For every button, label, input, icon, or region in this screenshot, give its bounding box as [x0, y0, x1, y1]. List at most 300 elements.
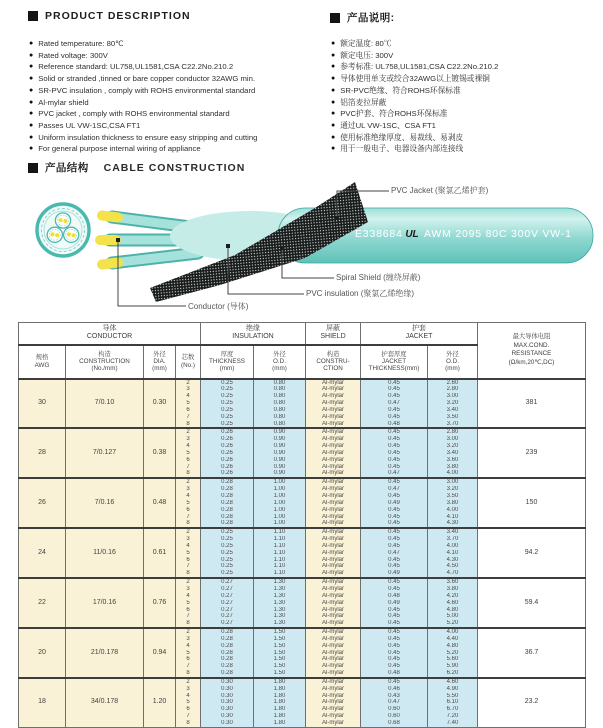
construction-value: 21/0.178 [66, 628, 144, 678]
shield-type-value: Al-mylar [306, 720, 361, 727]
product-notes-title: 产品说明: [347, 12, 395, 24]
ins-od-value: 0.80 [254, 386, 306, 393]
jacket-thickness-value: 0.45 [361, 620, 428, 628]
jacket-thickness-value: 0.45 [361, 613, 428, 620]
jacket-thickness-value: 0.45 [361, 450, 428, 457]
shield-type-value: Al-mylar [306, 686, 361, 693]
ins-thickness-value: 0.27 [201, 607, 254, 614]
bullet-dot-icon: ● [29, 63, 34, 71]
ins-od-value: 1.00 [254, 514, 306, 521]
ins-thickness-value: 0.28 [201, 486, 254, 493]
jacket-thickness-value: 0.45 [361, 457, 428, 464]
bullet-item [331, 143, 591, 155]
jacket-od-value: 4.00 [428, 628, 478, 636]
spec-subrow [19, 578, 586, 586]
ins-od-value: 1.30 [254, 620, 306, 628]
shield-type-value: Al-mylar [306, 407, 361, 414]
shield-type-value: Al-mylar [306, 436, 361, 443]
ins-od-value: 1.80 [254, 699, 306, 706]
resistance-value: 150 [478, 478, 586, 528]
ins-thickness-value: 0.27 [201, 578, 254, 586]
jacket-od-value: 6.70 [428, 706, 478, 713]
core-count: 4 [176, 443, 201, 450]
shield-type-value: Al-mylar [306, 578, 361, 586]
shield-type-value: Al-mylar [306, 628, 361, 636]
core-count: 5 [176, 699, 201, 706]
column-header-shield-construction: 构造 CONSTRU- CTION [306, 345, 361, 379]
jacket-od-value: 4.00 [428, 470, 478, 478]
spec-subrow [19, 428, 586, 436]
jacket-thickness-value: 0.68 [361, 720, 428, 727]
core-count: 5 [176, 550, 201, 557]
conductor-dia-value: 0.94 [144, 628, 176, 678]
ins-od-value: 0.80 [254, 421, 306, 429]
core-count: 2 [176, 428, 201, 436]
core-count: 2 [176, 528, 201, 536]
cable-diagram [0, 170, 603, 322]
ins-od-value: 1.00 [254, 486, 306, 493]
bullet-text: SR-PVC insulation , comply with ROHS environmental standard [38, 85, 256, 95]
jacket-thickness-value: 0.45 [361, 643, 428, 650]
bullet-item [29, 120, 314, 132]
column-header-awg: 规格 AWG [19, 345, 66, 379]
core-count: 6 [176, 457, 201, 464]
jacket-thickness-value: 0.47 [361, 486, 428, 493]
shield-type-value: Al-mylar [306, 478, 361, 486]
ins-od-value: 1.10 [254, 528, 306, 536]
pvc-insulation-label: PVC insulation (聚氯乙烯绝缘) [306, 289, 415, 298]
conductor-dia-value: 0.30 [144, 379, 176, 429]
resistance-value: 239 [478, 428, 586, 478]
ins-od-value: 0.90 [254, 428, 306, 436]
shield-type-value: Al-mylar [306, 699, 361, 706]
jacket-od-value: 3.20 [428, 400, 478, 407]
core-count: 7 [176, 613, 201, 620]
jacket-thickness-value: 0.45 [361, 543, 428, 550]
jacket-od-value: 4.60 [428, 678, 478, 686]
bullet-text: Rated temperature: 80℃ [38, 39, 124, 48]
spec-subrow [19, 379, 586, 387]
core-count: 7 [176, 563, 201, 570]
construction-value: 17/0.16 [66, 578, 144, 628]
jacket-od-value: 3.60 [428, 578, 478, 586]
conductor-dia-value: 0.48 [144, 478, 176, 528]
shield-type-value: Al-mylar [306, 557, 361, 564]
core-count: 4 [176, 593, 201, 600]
bullet-text: 导体使用单支或绞合32AWG以上镀锡或裸铜 [340, 74, 490, 84]
black-square-bullet-icon [330, 13, 340, 23]
ins-od-value: 0.80 [254, 407, 306, 414]
jacket-thickness-value: 0.43 [361, 693, 428, 700]
ins-thickness-value: 0.26 [201, 457, 254, 464]
ins-thickness-value: 0.28 [201, 514, 254, 521]
ins-od-value: 1.50 [254, 656, 306, 663]
column-header-dia: 外径 DIA. (mm) [144, 345, 176, 379]
ins-thickness-value: 0.28 [201, 500, 254, 507]
jacket-thickness-value: 0.45 [361, 379, 428, 387]
ul-file-number: E338684 [355, 228, 403, 240]
shield-type-value: Al-mylar [306, 713, 361, 720]
ins-od-value: 0.90 [254, 457, 306, 464]
ins-thickness-value: 0.25 [201, 379, 254, 387]
bullet-dot-icon: ● [331, 63, 336, 71]
jacket-thickness-value: 0.45 [361, 656, 428, 663]
jacket-od-value: 3.80 [428, 586, 478, 593]
jacket-od-value: 6.10 [428, 699, 478, 706]
ins-od-value: 1.10 [254, 563, 306, 570]
core-count: 4 [176, 693, 201, 700]
core-count: 4 [176, 643, 201, 650]
shield-type-value: Al-mylar [306, 400, 361, 407]
shield-type-value: Al-mylar [306, 678, 361, 686]
bullet-item [331, 61, 591, 73]
shield-type-value: Al-mylar [306, 693, 361, 700]
shield-type-value: Al-mylar [306, 656, 361, 663]
spec-subrow [19, 628, 586, 636]
bullet-item [331, 85, 591, 97]
bullet-item [29, 132, 314, 144]
jacket-od-value: 3.00 [428, 436, 478, 443]
jacket-od-value: 4.10 [428, 514, 478, 521]
cross-section-core [47, 227, 62, 242]
jacket-od-value: 3.80 [428, 464, 478, 471]
shield-type-value: Al-mylar [306, 636, 361, 643]
jacket-thickness-value: 0.45 [361, 428, 428, 436]
bullet-text: 额定温度: 80℃ [340, 39, 392, 48]
awg-value: 28 [19, 428, 66, 478]
jacket-od-value: 4.80 [428, 607, 478, 614]
awg-value: 24 [19, 528, 66, 578]
shield-type-value: Al-mylar [306, 607, 361, 614]
jacket-thickness-value: 0.45 [361, 607, 428, 614]
ins-thickness-value: 0.25 [201, 543, 254, 550]
core-count: 4 [176, 393, 201, 400]
jacket-thickness-value: 0.60 [361, 706, 428, 713]
core-count: 5 [176, 500, 201, 507]
jacket-od-value: 3.00 [428, 478, 478, 486]
resistance-value: 36.7 [478, 628, 586, 678]
resistance-value: 59.4 [478, 578, 586, 628]
cable-construction-title-en: CABLE CONSTRUCTION [103, 161, 246, 174]
jacket-od-value: 3.50 [428, 493, 478, 500]
bullet-text: 参考标准: UL758,UL1581,CSA C22.2No.210.2 [340, 62, 499, 72]
spec-table-body [19, 379, 586, 728]
ins-thickness-value: 0.25 [201, 386, 254, 393]
shield-type-value: Al-mylar [306, 414, 361, 421]
bullet-text: Rated voltage: 300V [38, 50, 108, 60]
ins-od-value: 0.90 [254, 436, 306, 443]
bullet-item [29, 85, 314, 97]
pvc-jacket-label: PVC Jacket (聚氯乙烯护套) [391, 186, 489, 195]
spec-subrow [19, 678, 586, 686]
column-header-ins-thickness: 厚度 THICKNESS (mm) [201, 345, 254, 379]
core-count: 2 [176, 478, 201, 486]
jacket-thickness-value: 0.45 [361, 478, 428, 486]
ins-od-value: 1.00 [254, 493, 306, 500]
ins-thickness-value: 0.28 [201, 636, 254, 643]
jacket-od-value: 4.90 [428, 686, 478, 693]
shield-type-value: Al-mylar [306, 421, 361, 429]
ins-thickness-value: 0.25 [201, 536, 254, 543]
jacket-thickness-value: 0.45 [361, 386, 428, 393]
bullet-dot-icon: ● [29, 110, 34, 118]
shield-type-value: Al-mylar [306, 593, 361, 600]
jacket-od-value: 4.60 [428, 600, 478, 607]
shield-type-value: Al-mylar [306, 543, 361, 550]
ins-thickness-value: 0.28 [201, 656, 254, 663]
ins-od-value: 0.80 [254, 379, 306, 387]
jacket-od-value: 3.20 [428, 443, 478, 450]
ins-od-value: 1.80 [254, 713, 306, 720]
bullet-item [331, 132, 591, 144]
core-count: 8 [176, 570, 201, 578]
jacket-thickness-value: 0.45 [361, 636, 428, 643]
ins-od-value: 1.30 [254, 613, 306, 620]
jacket-thickness-value: 0.45 [361, 514, 428, 521]
ins-thickness-value: 0.28 [201, 507, 254, 514]
jacket-od-value: 2.60 [428, 379, 478, 387]
jacket-thickness-value: 0.45 [361, 414, 428, 421]
shield-type-value: Al-mylar [306, 386, 361, 393]
core-count: 6 [176, 557, 201, 564]
shield-type-value: Al-mylar [306, 643, 361, 650]
core-count: 3 [176, 686, 201, 693]
ins-thickness-value: 0.25 [201, 528, 254, 536]
jacket-thickness-value: 0.47 [361, 699, 428, 706]
core-count: 5 [176, 650, 201, 657]
jacket-thickness-value: 0.45 [361, 407, 428, 414]
ins-od-value: 1.10 [254, 557, 306, 564]
ins-od-value: 1.50 [254, 636, 306, 643]
ins-od-value: 1.50 [254, 663, 306, 670]
awg-value: 20 [19, 628, 66, 678]
jacket-od-value: 2.80 [428, 428, 478, 436]
ins-thickness-value: 0.25 [201, 407, 254, 414]
bullet-item [331, 73, 591, 85]
core-count: 5 [176, 400, 201, 407]
core-count: 8 [176, 620, 201, 628]
jacket-od-value: 3.50 [428, 414, 478, 421]
cross-section-core [64, 227, 79, 242]
core-count: 2 [176, 678, 201, 686]
bullet-text: For general purpose internal wiring of appliance [38, 144, 201, 154]
jacket-thickness-value: 0.45 [361, 536, 428, 543]
group-header-jacket: 护套 JACKET [361, 323, 478, 345]
bullet-dot-icon: ● [29, 98, 34, 106]
shield-type-value: Al-mylar [306, 536, 361, 543]
core-count: 8 [176, 520, 201, 528]
bullet-text: PVC护套、符合ROHS环保标准 [340, 109, 448, 119]
ins-thickness-value: 0.25 [201, 414, 254, 421]
shield-type-value: Al-mylar [306, 570, 361, 578]
core-count: 4 [176, 493, 201, 500]
core-count: 4 [176, 543, 201, 550]
shield-type-value: Al-mylar [306, 650, 361, 657]
core-count: 7 [176, 713, 201, 720]
shield-type-value: Al-mylar [306, 528, 361, 536]
jacket-thickness-value: 0.45 [361, 586, 428, 593]
shield-type-value: Al-mylar [306, 464, 361, 471]
ins-od-value: 0.90 [254, 450, 306, 457]
product-notes-list [331, 38, 591, 155]
bullet-text: PVC jacket , comply with ROHS environmental standard [38, 109, 230, 119]
bullet-dot-icon: ● [29, 75, 34, 83]
jacket-thickness-value: 0.45 [361, 578, 428, 586]
jacket-od-value: 5.60 [428, 656, 478, 663]
jacket-od-value: 3.70 [428, 421, 478, 429]
shield-type-value: Al-mylar [306, 500, 361, 507]
ins-od-value: 1.80 [254, 720, 306, 727]
bullet-item [29, 73, 314, 85]
bullet-text: Passes UL VW-1SC,CSA FT1 [38, 120, 141, 130]
ins-od-value: 0.80 [254, 400, 306, 407]
jacket-od-value: 4.20 [428, 593, 478, 600]
ins-thickness-value: 0.30 [201, 713, 254, 720]
bullet-dot-icon: ● [331, 86, 336, 94]
bullet-text: 通过UL VW-1SC、CSA FT1 [340, 120, 436, 130]
jacket-od-value: 4.00 [428, 543, 478, 550]
ins-od-value: 1.00 [254, 500, 306, 507]
product-notes-header [330, 10, 395, 25]
column-header-jacket-thickness: 护套厚度 JACKET THICKNESS(mm) [361, 345, 428, 379]
cable-construction-title-cn: 产品结构 [45, 162, 89, 174]
jacket-od-value: 3.40 [428, 528, 478, 536]
core-count: 3 [176, 436, 201, 443]
jacket-od-value: 5.00 [428, 613, 478, 620]
awg-value: 22 [19, 578, 66, 628]
jacket-od-value: 3.70 [428, 536, 478, 543]
core-count: 6 [176, 706, 201, 713]
shield-type-value: Al-mylar [306, 620, 361, 628]
jacket-od-value: 6.20 [428, 670, 478, 678]
ins-thickness-value: 0.26 [201, 428, 254, 436]
resistance-value: 23.2 [478, 678, 586, 727]
shield-type-value: Al-mylar [306, 493, 361, 500]
jacket-thickness-value: 0.45 [361, 443, 428, 450]
bullet-dot-icon: ● [331, 51, 336, 59]
core-count: 7 [176, 414, 201, 421]
spec-subrow [19, 478, 586, 486]
shield-type-value: Al-mylar [306, 514, 361, 521]
core-count: 3 [176, 636, 201, 643]
bullet-text: 额定电压: 300V [340, 50, 394, 60]
table-group-header-row [19, 323, 586, 345]
shield-type-value: Al-mylar [306, 550, 361, 557]
bullet-dot-icon: ● [331, 40, 336, 47]
core-count: 8 [176, 421, 201, 429]
core-count: 7 [176, 464, 201, 471]
jacket-od-value: 3.00 [428, 393, 478, 400]
awg-value: 26 [19, 478, 66, 528]
conductor-dia-value: 0.38 [144, 428, 176, 478]
jacket-od-value: 3.40 [428, 450, 478, 457]
ins-od-value: 1.30 [254, 578, 306, 586]
jacket-thickness-value: 0.45 [361, 663, 428, 670]
jacket-thickness-value: 0.49 [361, 570, 428, 578]
resistance-value: 94.2 [478, 528, 586, 578]
shield-type-value: Al-mylar [306, 470, 361, 478]
ins-od-value: 1.30 [254, 593, 306, 600]
jacket-thickness-value: 0.45 [361, 507, 428, 514]
bullet-dot-icon: ● [29, 86, 34, 94]
ins-od-value: 0.80 [254, 414, 306, 421]
column-header-ins-od: 外径 O.D. (mm) [254, 345, 306, 379]
jacket-od-value: 4.70 [428, 570, 478, 578]
ins-od-value: 1.50 [254, 650, 306, 657]
ins-thickness-value: 0.26 [201, 443, 254, 450]
ins-thickness-value: 0.30 [201, 699, 254, 706]
bullet-text: 铝箔麦拉屏蔽 [340, 97, 387, 107]
ins-thickness-value: 0.30 [201, 720, 254, 727]
ins-od-value: 1.50 [254, 670, 306, 678]
core-count: 6 [176, 507, 201, 514]
core-count: 7 [176, 663, 201, 670]
shield-type-value: Al-mylar [306, 613, 361, 620]
ins-od-value: 1.30 [254, 607, 306, 614]
jacket-thickness-value: 0.45 [361, 557, 428, 564]
awg-value: 18 [19, 678, 66, 727]
bullet-dot-icon: ● [331, 75, 336, 83]
jacket-thickness-value: 0.60 [361, 713, 428, 720]
core-count: 3 [176, 586, 201, 593]
shield-type-value: Al-mylar [306, 563, 361, 570]
jacket-thickness-value: 0.45 [361, 493, 428, 500]
bullet-dot-icon: ● [331, 145, 336, 153]
jacket-thickness-value: 0.45 [361, 528, 428, 536]
product-description-header [28, 10, 191, 22]
shield-type-value: Al-mylar [306, 520, 361, 528]
core-count: 5 [176, 600, 201, 607]
bullet-item [29, 50, 314, 62]
conductor-dia-value: 0.61 [144, 528, 176, 578]
ins-thickness-value: 0.30 [201, 678, 254, 686]
bullet-dot-icon: ● [331, 98, 336, 106]
conductor-dia-value: 0.76 [144, 578, 176, 628]
jacket-od-value: 5.20 [428, 620, 478, 628]
ins-od-value: 1.50 [254, 628, 306, 636]
column-header-cores: 芯数 (No.) [176, 345, 201, 379]
ins-thickness-value: 0.27 [201, 586, 254, 593]
shield-type-value: Al-mylar [306, 600, 361, 607]
construction-value: 11/0.16 [66, 528, 144, 578]
core-count: 5 [176, 450, 201, 457]
jacket-thickness-value: 0.48 [361, 421, 428, 429]
ins-thickness-value: 0.26 [201, 450, 254, 457]
bullet-item [29, 108, 314, 120]
jacket-thickness-value: 0.45 [361, 464, 428, 471]
ins-thickness-value: 0.25 [201, 400, 254, 407]
bullet-item [29, 143, 314, 155]
jacket-od-value: 5.50 [428, 693, 478, 700]
ins-od-value: 1.80 [254, 686, 306, 693]
column-header-jacket-od: 外径 O.D. (mm) [428, 345, 478, 379]
ul-logo-icon: UL [405, 229, 419, 240]
jacket-od-value: 3.60 [428, 457, 478, 464]
group-header-insulation: 绝缘 INSULATION [201, 323, 306, 345]
bullet-dot-icon: ● [29, 121, 34, 129]
construction-value: 7/0.16 [66, 478, 144, 528]
ins-od-value: 0.80 [254, 393, 306, 400]
shield-type-value: Al-mylar [306, 670, 361, 678]
core-count: 8 [176, 670, 201, 678]
ins-thickness-value: 0.30 [201, 686, 254, 693]
core-count: 3 [176, 386, 201, 393]
ins-thickness-value: 0.26 [201, 470, 254, 478]
bullet-text: SR-PVC绝缘、符合ROHS环保标准 [340, 85, 461, 95]
jacket-thickness-value: 0.45 [361, 436, 428, 443]
jacket-od-value: 4.00 [428, 507, 478, 514]
ins-od-value: 1.00 [254, 478, 306, 486]
